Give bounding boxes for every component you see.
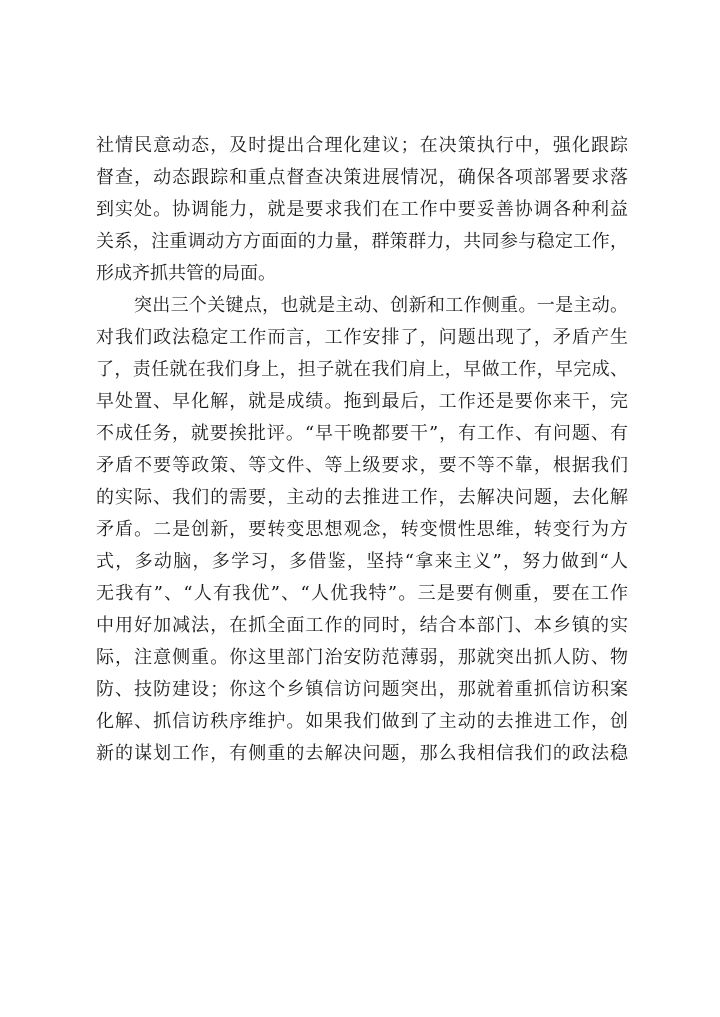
text-line: 式，多动脑，多学习，多借鉴，坚持“拿来主义”，努力做到“人 [96,551,628,572]
text-line: 中用好加减法，在抓全面工作的同时，结合本部门、本乡镇的实 [96,615,628,636]
text-line: 的实际、我们的需要，主动的去推进工作，去解决问题，去化解 [96,487,628,508]
text-line: 到实处。协调能力，就是要求我们在工作中要妥善协调各种利益 [96,199,628,220]
text-line: 对我们政法稳定工作而言，工作安排了，问题出现了，矛盾产生 [96,327,628,348]
paragraph-first-line: 突出三个关键点，也就是主动、创新和工作侧重。一是主动。 [134,295,628,316]
text-line: 督查，动态跟踪和重点督查决策进展情况，确保各项部署要求落 [96,167,628,188]
text-line: 社情民意动态，及时提出合理化建议；在决策执行中，强化跟踪 [96,135,628,156]
text-line: 化解、抓信访秩序维护。如果我们做到了主动的去推进工作，创 [96,711,628,732]
text-line: 际，注意侧重。你这里部门治安防范薄弱，那就突出抓人防、物 [96,647,628,668]
text-line: 无我有”、“人有我优”、“人优我特”。三是要有侧重，要在工作 [96,583,628,604]
body-text [96,130,628,770]
text-line: 防、技防建设；你这个乡镇信访问题突出，那就着重抓信访积案 [96,679,628,700]
text-line: 矛盾不要等政策、等文件、等上级要求，要不等不靠，根据我们 [96,455,628,476]
text-line: 早处置、早化解，就是成绩。拖到最后，工作还是要你来干，完 [96,391,628,412]
text-line: 不成任务，就要挨批评。“早干晚都要干”，有工作、有问题、有 [96,423,628,444]
text-line: 矛盾。二是创新，要转变思想观念，转变惯性思维，转变行为方 [96,519,628,540]
text-line: 新的谋划工作，有侧重的去解决问题，那么我相信我们的政法稳 [96,743,628,764]
text-line: 了，责任就在我们身上，担子就在我们肩上，早做工作，早完成、 [96,359,628,380]
text-line: 关系，注重调动方方面面的力量，群策群力，共同参与稳定工作， [96,231,628,252]
text-line: 形成齐抓共管的局面。 [96,263,276,284]
